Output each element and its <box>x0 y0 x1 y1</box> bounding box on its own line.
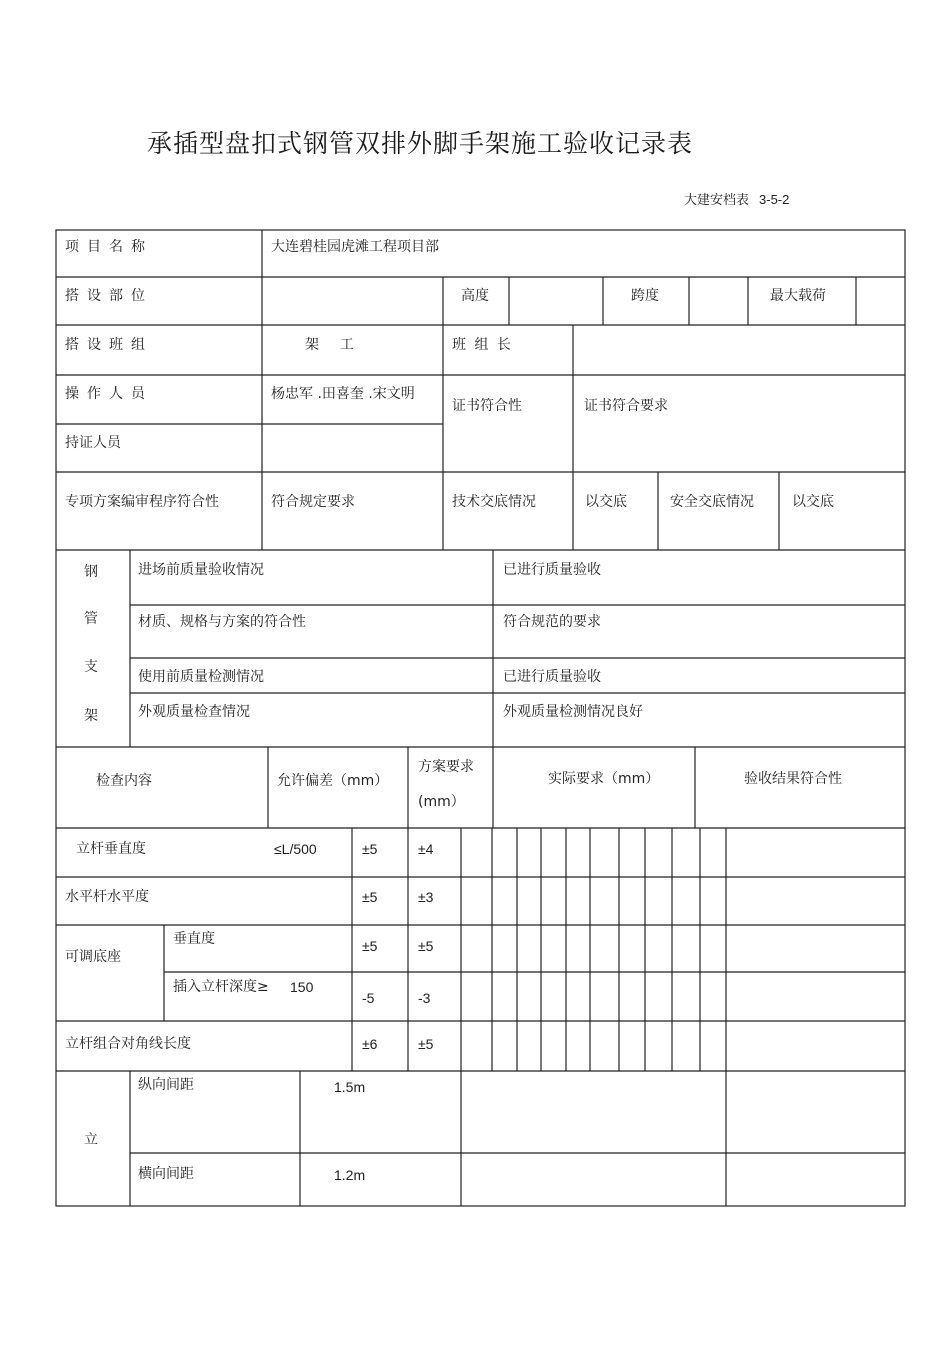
safety-value: 以交底 <box>792 494 834 510</box>
horizontal-label: 水平杆水平度 <box>65 889 149 905</box>
max-load-label: 最大载荷 <box>770 288 826 304</box>
base-sub1-tol: ±5 <box>362 938 378 954</box>
steel-result: 外观质量检测情况良好 <box>503 704 643 720</box>
vertical-tol: ±5 <box>362 841 378 857</box>
base-sub2-value: 150 <box>290 979 314 995</box>
cert-label: 证书符合性 <box>452 398 522 414</box>
safety-label: 安全交底情况 <box>670 494 754 510</box>
steel-side-char: 管 <box>84 611 98 627</box>
base-sub2-label: 插入立杆深度≥ <box>173 979 269 995</box>
form-code-number: 3-5-2 <box>759 192 790 207</box>
base-sub1-label: 垂直度 <box>173 931 215 947</box>
plan-req-unit: (mm） <box>418 794 465 810</box>
longitudinal-label: 纵向间距 <box>138 1077 194 1093</box>
page-title: 承插型盘扣式钢管双排外脚手架施工验收记录表 <box>147 129 694 158</box>
steel-item: 外观质量检查情况 <box>138 704 250 720</box>
steel-side-char: 钢 <box>84 564 98 580</box>
steel-item: 材质、规格与方案的符合性 <box>138 614 306 630</box>
steel-side-char: 架 <box>84 708 98 724</box>
steel-item: 进场前质量验收情况 <box>138 562 264 578</box>
plan-value: 符合规定要求 <box>271 494 355 510</box>
check-content-header: 检查内容 <box>96 773 152 789</box>
base-label: 可调底座 <box>65 949 121 965</box>
plan-label: 专项方案编审程序符合性 <box>65 494 219 510</box>
diagonal-req: ±5 <box>418 1036 434 1052</box>
certified-label: 持证人员 <box>65 435 121 451</box>
height-label: 高度 <box>461 288 489 304</box>
operators-label: 操作人员 <box>65 386 153 402</box>
tolerance-header: 允许偏差（mm） <box>277 773 389 789</box>
project-value: 大连碧桂园虎滩工程项目部 <box>271 239 439 255</box>
vertical-req: ±4 <box>418 841 434 857</box>
transverse-label: 横向间距 <box>138 1166 194 1182</box>
tech-label: 技术交底情况 <box>452 494 536 510</box>
transverse-value: 1.2m <box>334 1167 366 1183</box>
steel-side-char: 支 <box>84 659 98 675</box>
tech-value: 以交底 <box>585 494 627 510</box>
actual-header: 实际要求（mm） <box>548 771 660 787</box>
team-leader-label: 班 组 长 <box>452 337 513 353</box>
vertical-label: 立杆垂直度 <box>76 841 146 857</box>
horizontal-req: ±3 <box>418 889 434 905</box>
steel-result: 已进行质量验收 <box>503 562 601 578</box>
span-label: 跨度 <box>631 288 659 304</box>
base-sub2-tol: -5 <box>362 990 375 1006</box>
base-sub2-req: -3 <box>418 990 431 1006</box>
operators-value: 杨忠军 .田喜奎 .宋文明 <box>271 386 415 402</box>
longitudinal-value: 1.5m <box>334 1079 366 1095</box>
spacing-side-char: 立 <box>84 1132 98 1148</box>
team-value: 架 工 <box>305 337 358 353</box>
project-label: 项目名称 <box>65 239 153 255</box>
cert-value: 证书符合要求 <box>584 398 668 414</box>
diagonal-label: 立杆组合对角线长度 <box>65 1036 191 1052</box>
erection-label: 搭设部位 <box>65 288 153 304</box>
base-sub1-req: ±5 <box>418 938 434 954</box>
vertical-formula: ≤L/500 <box>274 841 317 857</box>
steel-item: 使用前质量检测情况 <box>138 669 264 685</box>
horizontal-tol: ±5 <box>362 889 378 905</box>
form-code-label: 大建安档表 <box>684 193 750 208</box>
diagonal-tol: ±6 <box>362 1036 378 1052</box>
team-label: 搭设班组 <box>65 337 153 353</box>
steel-result: 符合规范的要求 <box>503 614 601 630</box>
result-header: 验收结果符合性 <box>744 771 842 787</box>
plan-req-header: 方案要求 <box>418 759 474 775</box>
steel-result: 已进行质量验收 <box>503 669 601 685</box>
